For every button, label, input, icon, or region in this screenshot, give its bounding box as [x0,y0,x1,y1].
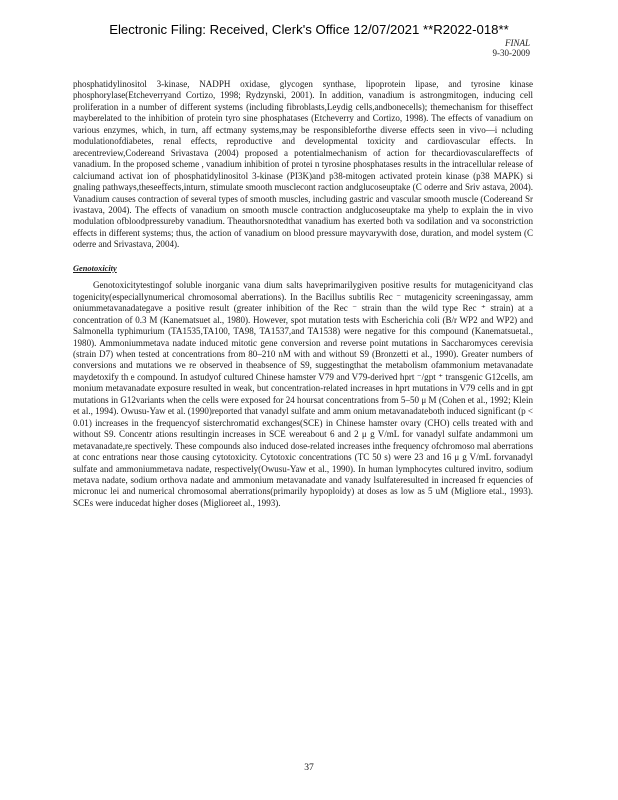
document-date: 9-30-2009 [492,48,530,58]
paragraph-genotoxicity: Genotoxicitytestingof soluble inorganic vana dium salts haveprimarilygiven positive results for mutagenicityand clas togenicity(especiallynumerical chromosomal aberrations). In the Bacillus subtilis Rec ⁻ mutagenicity screeningassay, amm oniummetavanadategave a positive result (greater inhibition of the Rec ⁻ strain than the wild type Rec ⁺ strain) at a concentration of 0.3 M (Kanematsuet al., 1980). However, spot mutation tests with Escherichia coli (B/r WP2 and WP2) and Salmonella typhimurium (TA1535,TA100, TA98, TA1537,and TA1538) were negative for this compound (Kanematsuetal., 1980). Ammoniummetava nadate induced mitotic gene conversion and reverse point mutations in Saccharomyces cerevisia (strain D7) when tested at concentrations from 80–210 nM with and without S9 (Bronzetti et al., 1990). Greater numbers of conversions and mutations we re observed in theabsence of S9, suggestingthat the metabolism ofammonium metavanadate maydetoxify th e compound. In astudyof cultured Chinese hamster V79 and V79-derived hprt ⁻/gpt ⁺ transgenic G12cells, am monium metavanadate exposure resulted in weak, but concentration-related increases in hprt mutations in V79 cells and in gpt mutations in G12variants when the cells were exposed for 24 hoursat concentrations from 5–50 μ M (Cohen et al., 1992; Klein et al., 1994). Owusu-Yaw et al. (1990)reported that vanadyl sulfate and amm onium metavanadateboth induced significant (p < 0.01) increases in the frequencyof sisterchromatid exchanges(SCE) in Chinese hamster ovary (CHO) cells treated with and without S9. Concentr ations resultingin increases in SCE wereabout 6 and 2 μ g V/mL for vanadyl sulfate andammoni um metavanadate,re spectively. These compounds also induced dose-related increases inthe frequency ofchromoso mal aberrations at conc entrations near those causing cytotoxicity. Cytotoxic concentrations (TC 50 s) were 23 and 16 μ g V/mL forvanadyl sulfate and ammoniummetava nadate, respectively(Owusu-Yaw et al., 1990). In human lymphocytes cultured invitro, sodium metava nadate, sodium orthova nadate and ammonium metavanadate and vanady lsulfateresulted in increased fr equencies of micronuc lei and numerical chromosomal aberrations(primarily hypoploidy) at doses as low as 5 uM (Migliore etal., 1993). SCEs were inducedat higher doses (Miglioreet al., 1993). [73,280,533,508]
paragraph-mechanism: phosphatidylinositol 3-kinase, NADPH oxidase, glycogen synthase, lipoprotein lipase, and tyrosine kinase phosphorylase(Etcheverryand Cortizo, 1998; Rydzynski, 2001). In addition, vanadium is astrongmitogen, inducing cell proliferation in a number of different systems (including fibroblasts,Leydig cells,andbonecells); themechanism for thiseffect mayberelated to the inhibition of protein tyro sine phosphatases (Etcheverry and Cortizo, 1998). The effects of vanadium on various enzymes, which, in turn, aff ectmany systems,may be responsibleforthe diverse effects seen in vivo—i ncluding modulationofdiabetes, renal effects, reproductive and developmental toxicity and cardiovascular effects. In arecentreview,Codereand Srivastava (2004) proposed a potentialmechanism of action for thecardiovasculareffects of vanadium. In the proposed scheme , vanadium inhibition of protei n tyrosine phosphatases results in the intracellular release of calciumand activat ion of phosphatidylinositol 3-kinase (PI3K)and p38-mitogen activated protein kinase (p38 MAPK) si gnaling pathways,theseeffects,inturn, stimulate smooth musclecont raction andglucoseuptake (C oderre and Sriv astava, 2004). Vanadium causes contraction of several types of smooth muscles, including gastric and vascular smooth muscle (Codereand Sr ivastava, 2004). The effects of vanadium on smooth muscle contraction andglucoseuptake ma yhelp to explain the in vivo modulation ofbloodpressureby vanadium. Theauthorsnotedthat vanadium has exerted both va sodilation and va soconstriction effects in different systems; thus, the action of vanadium on blood pressure mayvarywith dose, duration, and model system (C oderre and Srivastava, 2004). [73,79,533,250]
filing-header: Electronic Filing: Received, Clerk's Office 12/07/2021 **R2022-018** [109,22,509,37]
page-number: 37 [304,762,314,773]
version-label: FINAL [504,38,530,48]
document-body [73,79,533,509]
section-heading-genotoxicity: Genotoxicity [73,263,117,273]
document-version [493,38,531,58]
